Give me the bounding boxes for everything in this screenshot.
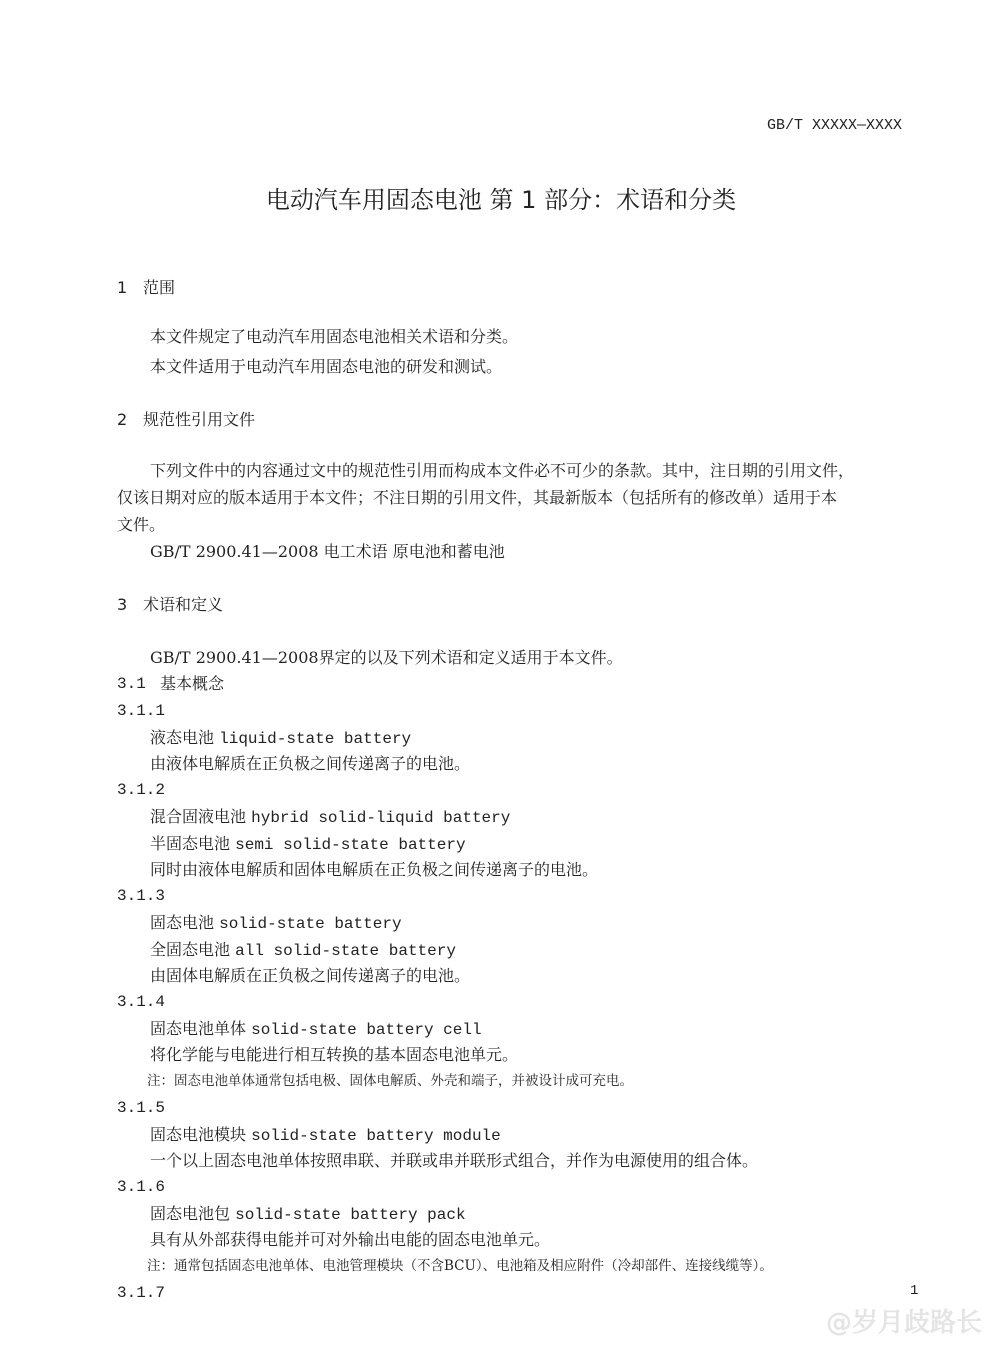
entry-number: 3.1.6 (117, 1178, 166, 1196)
term-zh: 固态电池包 (150, 1204, 231, 1223)
term-en: solid-state battery cell (251, 1021, 482, 1039)
entry-number: 3.1.5 (117, 1099, 166, 1117)
term-zh: 固态电池 (150, 913, 215, 932)
section-3-intro: GB/T 2900.41—2008界定的以及下列术语和定义适用于本文件。 (150, 648, 623, 667)
entry-number: 3.1.2 (117, 781, 166, 799)
term (150, 834, 466, 855)
term (150, 1204, 466, 1225)
note: 注：固态电池单体通常包括电极、固体电解质、外壳和端子，并被设计成可充电。 (147, 1073, 633, 1089)
term (150, 1019, 482, 1040)
term (150, 1125, 501, 1146)
section-3-number: 3 (117, 595, 128, 614)
subsection-number: 3.1 (117, 675, 146, 693)
section-2-para: 仅该日期对应的版本适用于本文件；不注日期的引用文件，其最新版本（包括所有的修改单）适用于本 (117, 488, 838, 507)
section-1-para: 本文件适用于电动汽车用固态电池的研发和测试。 (150, 357, 503, 376)
section-2-para: 下列文件中的内容通过文中的规范性引用而构成本文件必不可少的条款。其中，注日期的引用文件， (150, 461, 855, 480)
term-zh: 固态电池模块 (150, 1125, 247, 1144)
term-en: semi solid-state battery (235, 836, 466, 854)
page-title: 电动汽车用固态电池 第 1 部分：术语和分类 (265, 186, 737, 214)
doc-number: GB/T XXXXX—XXXX (767, 117, 903, 134)
term-zh: 液态电池 (150, 728, 215, 747)
section-1-para: 本文件规定了电动汽车用固态电池相关术语和分类。 (150, 327, 519, 346)
entry-number: 3.1.4 (117, 993, 166, 1011)
entry-number: 3.1.1 (117, 702, 166, 720)
section-2-para: 文件。 (117, 515, 166, 534)
definition: 将化学能与电能进行相互转换的基本固态电池单元。 (150, 1045, 519, 1064)
term (150, 728, 411, 749)
normative-reference: GB/T 2900.41—2008 电工术语 原电池和蓄电池 (150, 542, 505, 561)
term-zh: 混合固液电池 (150, 807, 247, 826)
definition: 由固体电解质在正负极之间传递离子的电池。 (150, 966, 471, 985)
definition: 同时由液体电解质和固体电解质在正负极之间传递离子的电池。 (150, 860, 599, 879)
term (150, 940, 456, 961)
section-2-number: 2 (117, 410, 128, 429)
entry-number: 3.1.3 (117, 887, 166, 905)
definition: 由液体电解质在正负极之间传递离子的电池。 (150, 754, 471, 773)
page-number: 1 (910, 1283, 919, 1299)
term-zh: 半固态电池 (150, 834, 231, 853)
section-1-title: 范围 (143, 278, 176, 297)
section-1-number: 1 (117, 278, 128, 297)
note: 注：通常包括固态电池单体、电池管理模块（不含BCU）、电池箱及相应附件（冷却部件、连接线缆等）。 (147, 1258, 773, 1274)
term-zh: 全固态电池 (150, 940, 231, 959)
term-en: liquid-state battery (219, 730, 412, 748)
section-2-title: 规范性引用文件 (143, 410, 256, 429)
term-en: all solid-state battery (235, 942, 456, 960)
definition: 具有从外部获得电能并可对外输出电能的固态电池单元。 (150, 1230, 551, 1249)
term-en: solid-state battery module (251, 1127, 501, 1145)
term (150, 913, 402, 934)
definition: 一个以上固态电池单体按照串联、并联或串并联形式组合，并作为电源使用的组合体。 (150, 1151, 759, 1170)
entry-number: 3.1.7 (117, 1284, 166, 1302)
term-en: hybrid solid-liquid battery (251, 809, 511, 827)
watermark: @岁月歧路长 (826, 1308, 983, 1338)
section-3-title: 术语和定义 (143, 595, 224, 614)
term-en: solid-state battery (219, 915, 402, 933)
subsection-title: 基本概念 (160, 674, 225, 693)
term-zh: 固态电池单体 (150, 1019, 247, 1038)
term-en: solid-state battery pack (235, 1206, 466, 1224)
term (150, 807, 510, 828)
